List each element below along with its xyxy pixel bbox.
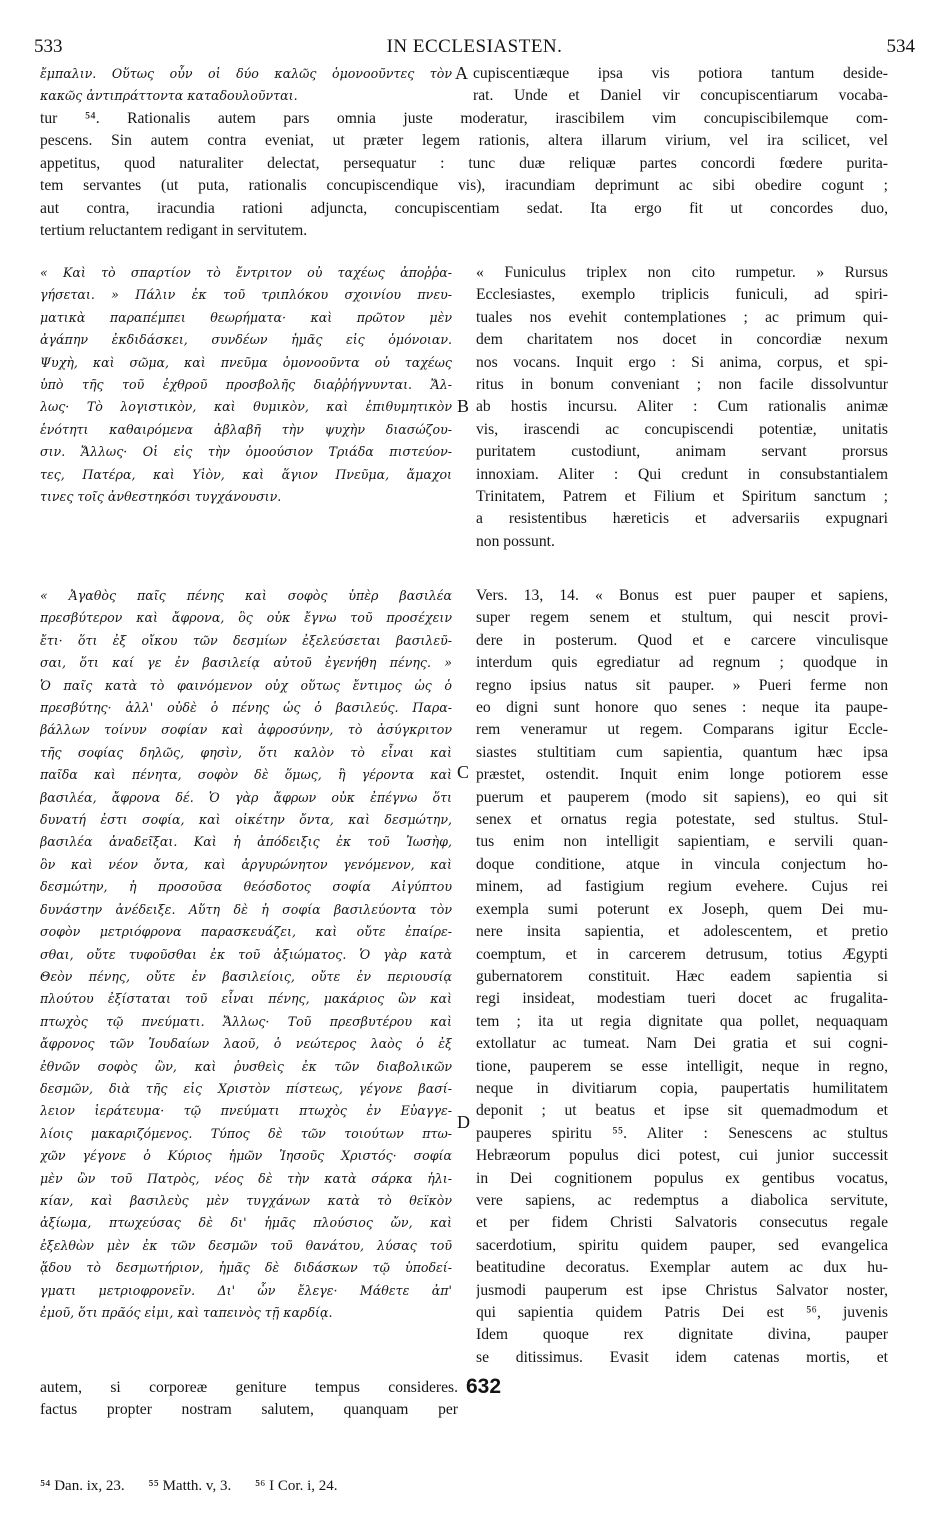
text-line: πρεσβύτερον καὶ ἄφρονα, ὃς οὐκ ἔγνω τοῦ προσέχειν (40, 610, 452, 626)
footnotes (40, 1478, 358, 1495)
text-line: puritatem custodiunt, animam servant prorsus (476, 443, 888, 461)
text-line: ἐξελθὼν μὲν ἐκ τῶν δεσμῶν τοῦ θανάτου, λύσας τοῦ (40, 1237, 452, 1253)
text-line: δυνατή ἐστι σοφία, καὶ οἰκέτην ὄντα, καὶ δεσμώτην, (40, 812, 452, 828)
text-line: δυνάστην ἀνέδειξε. Αὕτη δὲ ἡ σοφία βασιλεύοντα τὸν (40, 901, 452, 917)
text-line: senex et ornatus regia potestate, sed stultus. Stul- (476, 811, 888, 829)
text-line: Vers. 13, 14. « Bonus est puer pauper et sapiens, (476, 587, 888, 604)
section-1-greek-column (40, 262, 452, 508)
section-2-latin-column (476, 585, 888, 1369)
text-line: σιν. Ἄλλως· Οἱ εἰς τὴν ὁμοούσιον Τριάδα πιστεύον- (40, 444, 452, 460)
text-line: regno ipsius natus sit pauper. » Pueri ferme non (476, 676, 888, 694)
page-number-right: 534 (886, 36, 915, 57)
text-line: doque conditione, atque in vincula conjectum ho- (476, 855, 888, 873)
footnote: ⁵⁵ Matth. v, 3. (148, 1478, 232, 1494)
text-line: Ecclesiastes, exemplo triplicis funiculi, ad spiri- (476, 286, 888, 304)
text-line: σαι, ὅτι καί γε ἐν βασιλείᾳ αὐτοῦ ἐγενήθη πένης. » (40, 655, 452, 671)
text-line: τες, Πατέρα, καὶ Υἱὸν, καὶ ἅγιον Πνεῦμα, ἄμαχοι (40, 466, 452, 482)
greek-line: κακῶς ἀντιπράττοντα καταδουλοῦνται. (40, 88, 298, 104)
text-line: super regem senem et stultum, qui nescit provi- (476, 609, 888, 627)
text-line: gubernatorem constituit. Hæc eadem sapientia si (476, 967, 888, 985)
text-line: λειον ἱεράτευμα· τῷ πνεύματι πτωχὸς ἐν Εὐαγγε- (40, 1103, 452, 1119)
text-line: neque in divitiarum copia, paupertatis humilitatem (476, 1079, 888, 1097)
text-line: interdum quis egrediatur ad regnum ; quodque in (476, 654, 888, 672)
text-line: nere insita sapientia, et adolescentem, et pretio (476, 923, 888, 941)
text-line: ἀξίωμα, πτωχεύσας δὲ δι' ἡμᾶς πλούσιος ὤν, καὶ (40, 1215, 452, 1231)
margin-letter-d: D (457, 1112, 470, 1132)
latin-line: rat. Unde et Daniel vir concupiscentiarum vocaba- (473, 87, 888, 105)
text-line: βάλλων τοίνυν σοφίαν καὶ ἀφροσύνην, τὸ ἀσύγκριτον (40, 722, 452, 738)
text-line: ᾅδου τὸ δεσμωτήριον, ἡμᾶς δὲ διδάσκων τῷ ὑποδεί- (40, 1260, 452, 1276)
text-line: vere sapiens, ac redemptus a diabolica servitute, (476, 1191, 888, 1209)
text-line: se ditissimus. Evasit idem catenas mortis, et (476, 1348, 888, 1366)
text-line: βασιλέα ἀναδεῖξαι. Καὶ ἡ ἀπόδειξις ἐκ τοῦ Ἰωσὴφ, (40, 834, 452, 850)
column-number: 632 (466, 1375, 502, 1398)
text-line: coemptum, et in carcerem detrusum, totius Ægypti (476, 945, 888, 963)
text-line: in Dei cognitionem populus ex gentibus vocatus, (476, 1169, 888, 1187)
text-line: factus propter nostram salutem, quanquam per (40, 1401, 458, 1419)
text-line: præstet, ostendit. Inquit enim longe potiorem esse (476, 766, 888, 784)
text-line: regi insideat, modestiam tueri docet ac frugalita- (476, 990, 888, 1008)
text-line: deponit ; ut beatus et ipse sit quemadmodum et (476, 1102, 888, 1120)
margin-letter-a: A (455, 63, 468, 83)
text-line: βασιλέα, ἄφρονα δέ. Ὁ γὰρ ἄφρων οὐκ ἐπέγνω ὅτι (40, 789, 452, 805)
text-line: Ψυχὴ, καὶ σῶμα, καὶ πνεῦμα ὁμονοοῦντα οὐ ταχέως (40, 354, 452, 370)
text-line: non possunt. (476, 532, 555, 550)
text-line: extollatur ac tumeat. Nam Dei gratia et sui cogni- (476, 1035, 888, 1053)
text-line: Trinitatem, Patrem et Filium et Spiritum sanctum ; (476, 488, 888, 506)
text-line: γήσεται. » Πάλιν ἐκ τοῦ τριπλόκου σχοινίου πνευ- (40, 287, 452, 303)
text-line: dere in posterum. Quod et e carcere vinculisque (476, 631, 888, 649)
text-line: siastes stultitiam cum sapientia, quantum hæc ipsa (476, 743, 888, 761)
text-line: ab hostis incursu. Aliter : Cum rationalis animæ (476, 398, 888, 416)
text-line: dem charitatem nos docet in concordiæ nexum (476, 331, 888, 349)
text-line: tione, pauperem se esse intelligit, neque in regno, (476, 1057, 888, 1075)
text-line: minem, ad fastigium regium evehere. Cujus rei (476, 878, 888, 896)
text-line: σθαι, οὔτε τυφοῦσθαι ἐκ τοῦ ἀξιώματος. Ὁ γὰρ κατὰ (40, 946, 452, 962)
text-line: rem veneramur ut regem. Comparans igitur Eccle- (476, 721, 888, 739)
text-line: Hebræorum populus dici potest, cui junior successit (476, 1147, 888, 1165)
text-line: δεσμῶν, διὰ τῆς εἰς Χριστὸν πίστεως, γέγονε βασί- (40, 1080, 452, 1096)
text-line: tem servantes (ut puta, rationalis concupiscendique vis), iracundiam deprimunt ac sibi obedire cogunt ; (40, 177, 888, 195)
text-line: ματικὰ παραπέμπει θεωρήματα· καὶ πρῶτον μὲν (40, 309, 452, 325)
text-line: ἔτι· ὅτι ἐξ οἴκου τῶν δεσμίων ἐξελεύσεται βασιλεῦ- (40, 632, 452, 648)
text-line: « Ἀγαθὸς παῖς πένης καὶ σοφὸς ὑπὲρ βασιλέα (40, 588, 452, 603)
text-line: γματι μετριοφρονεῖν. Δι' ὧν ἔλεγε· Μάθετε ἀπ' (40, 1282, 452, 1298)
text-line: pauperes spiritu ⁵⁵. Aliter : Senescens ac stultus (476, 1124, 888, 1142)
text-line: qui sapientia quidem Patris Dei est ⁵⁶, juvenis (476, 1304, 888, 1321)
text-line: τινες τοῖς ἀνθεστηκόσι τυγχάνουσιν. (40, 489, 282, 505)
text-line: μὲν ὢν τοῦ Πατρὸς, νέος δὲ τὴν κατὰ σάρκα ἡλι- (40, 1170, 452, 1186)
latin-line: cupiscentiæque ipsa vis potiora tantum deside- (473, 65, 888, 82)
text-line: appetitus, quod naturaliter delectat, persequatur : tunc duæ reliquæ partes concordi fœdere purita- (40, 154, 888, 172)
text-line: ὑπὸ τῆς τοῦ ἐχθροῦ προσβολῆς διαῤῥήγνυνται. Ἄλ- (40, 377, 452, 393)
text-line: « Funiculus triplex non cito rumpetur. » Rursus (476, 264, 888, 281)
text-line: λως· Τὸ λογιστικὸν, καὶ θυμικὸν, καὶ ἐπιθυμητικὸν (40, 399, 452, 415)
text-line: nos vocans. Inquit ergo : Si anima, corpus, et spi- (476, 353, 888, 371)
text-line: tertium reluctantem redigant in servitutem. (40, 222, 308, 240)
text-line: pescens. Sin autem contra eveniat, ut præter legem rationis, altera illarum virium, vel ira scilicet, vel (40, 132, 888, 150)
footnote: ⁵⁶ I Cor. i, 24. (254, 1478, 338, 1494)
text-line: tuales nos evehit contemplationes ; ac primum qui- (476, 308, 888, 326)
footnote: ⁵⁴ Dan. ix, 23. (40, 1478, 125, 1494)
text-line: πλούτου ἐξίσταται τοῦ εἶναι πένης, μακάριος ὢν καὶ (40, 991, 452, 1007)
text-line: aut contra, iracundia rationi adjuncta, concupiscentiam sedat. Ita ergo fit ut concordes duo, (40, 199, 888, 217)
page-number-left: 533 (34, 36, 63, 57)
running-header (34, 36, 915, 62)
margin-letter-b: B (457, 396, 470, 416)
section-2-latin-continuation-left (40, 1377, 458, 1422)
text-line: σοφὸν μετριόφρονα παρασκευάζει, καὶ οὔτε ἐπαίρε- (40, 924, 452, 940)
text-line: beatitudine decoratus. Exemplar autem ac dux hu- (476, 1259, 888, 1277)
greek-line: ἔμπαλιν. Οὕτως οὖν οἱ δύο καλῶς ὁμονοοῦντες τὸν (40, 66, 452, 81)
text-line: πρεσβύτης· ἀλλ' οὐδὲ ὁ πένης ὡς ὁ βασιλεύς. Παρα- (40, 700, 452, 716)
section-1-latin-column (476, 262, 888, 553)
text-line: innoxiam. Aliter : Qui credunt in consubstantialem (476, 465, 888, 483)
top-latin-block (473, 63, 888, 108)
text-line: τῆς σοφίας δηλῶς, φησὶν, ὅτι καλὸν τὸ εἶναι καὶ (40, 744, 452, 760)
text-line: δεσμώτην, ἡ προσοῦσα θεόσδοτος σοφία Αἰγύπτου (40, 879, 452, 895)
text-line: tem ; ita ut regia dignitate qua pollet, nequaquam (476, 1012, 888, 1030)
text-line: ἄφρονος τῶν Ἰουδαίων λαοῦ, ὁ νεώτερος λαὸς ὁ ἐξ (40, 1036, 452, 1052)
text-line: tus enim non intelligit sapientiam, e servili quan- (476, 833, 888, 851)
text-line: ἀγάπην ἐκδιδάσκει, συνδέων ἡμᾶς εἰς ὁμόνοιαν. (40, 332, 452, 348)
text-line: Ὁ παῖς κατὰ τὸ φαινόμενον οὐχ οὕτως ἔντιμος ὡς ὁ (40, 677, 452, 693)
text-line: ἐμοῦ, ὅτι πρᾶός εἰμι, καὶ ταπεινὸς τῇ καρδίᾳ. (40, 1305, 333, 1320)
section-2-greek-column (40, 585, 452, 1324)
text-line: et per fidem Christi Salvatoris consecutus regale (476, 1214, 888, 1232)
text-line: χῶν γέγονε ὁ Κύριος ἡμῶν Ἰησοῦς Χριστός· σοφία (40, 1148, 452, 1164)
text-line: exempla sumi poterunt ex Joseph, quem Dei mu- (476, 900, 888, 918)
text-line: eo digni sunt honore quo senes : neque ita paupe- (476, 699, 888, 717)
text-line: κίαν, καὶ βασιλεὺς μὲν τυγχάνων κατὰ τὸ θεϊκὸν (40, 1192, 452, 1208)
text-line: puerum et pauperem (modo sit sapiens), eo qui sit (476, 788, 888, 806)
margin-letter-c: C (457, 762, 470, 782)
text-line: vis, irascendi ac concupiscendi potentiæ, unitatis (476, 420, 888, 438)
text-line: πτωχὸς τῷ πνεύματι. Ἄλλως· Τοῦ πρεσβυτέρου καὶ (40, 1013, 452, 1029)
running-title: IN ECCLESIASTEN. (386, 36, 563, 57)
text-line: Θεὸν πένης, οὔτε ἐν βασιλείοις, οὔτε ἐν περιουσίᾳ (40, 968, 452, 984)
text-line: ἐθνῶν σοφὸς ὢν, καὶ ῥυσθεὶς ἐκ τῶν διαβολικῶν (40, 1058, 452, 1074)
text-line: Idem quoque rex dignitate divina, pauper (476, 1326, 888, 1344)
text-line: παῖδα καὶ πένητα, σοφὸν δὲ ὅμως, ἢ γέροντα καὶ (40, 767, 452, 783)
text-line: ὃν καὶ νέον ὄντα, καὶ ἀργυρώνητον γενόμενον, καὶ (40, 856, 452, 872)
text-line: tur ⁵⁴. Rationalis autem pars omnia juste moderatur, irascibilem vim concupiscibilemque com- (40, 110, 888, 127)
text-line: sacerdotium, spiritu quidem pauper, sed evangelica (476, 1236, 888, 1254)
text-line: jusmodi pauperum est ipse Christus Salvator noster, (476, 1281, 888, 1299)
full-width-latin-paragraph (40, 108, 888, 242)
text-line: a resistentibus hæreticis et adversariis expugnari (476, 510, 888, 528)
text-line: λίοις μακαριζόμενος. Τύπος δὲ τῶν τοιούτων πτω- (40, 1125, 452, 1141)
text-line: autem, si corporeæ geniture tempus consideres. (40, 1379, 458, 1396)
top-greek-block (40, 63, 452, 108)
text-line: ἑνότητι καθαιρόμενα ἀβλαβῆ τὴν ψυχὴν διασώζου- (40, 421, 452, 437)
text-line: ritus in bonum conveniant ; non facile dissolvuntur (476, 376, 888, 394)
text-line: « Καὶ τὸ σπαρτίον τὸ ἔντριτον οὐ ταχέως ἀποῤῥα- (40, 265, 452, 280)
